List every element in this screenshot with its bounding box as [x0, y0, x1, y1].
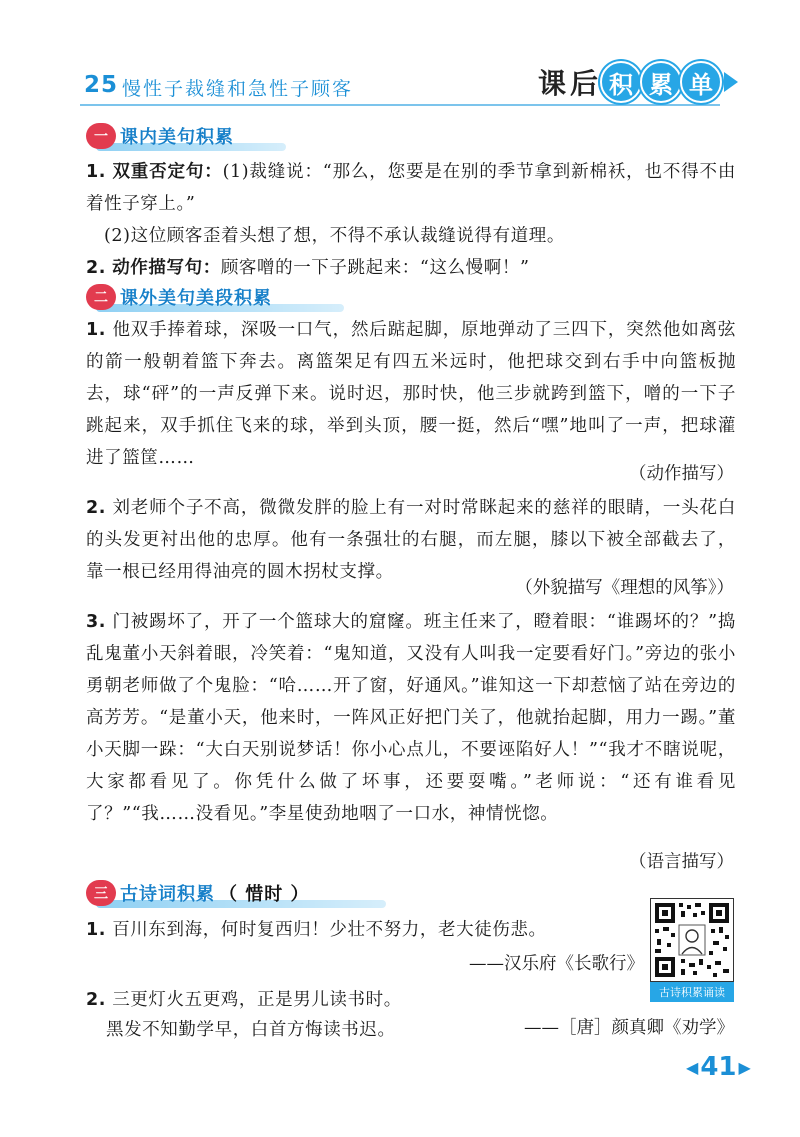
poem-item-1: [86, 914, 636, 946]
item-number: 3.: [86, 612, 107, 632]
right-arrow-icon: ▶: [738, 1057, 751, 1077]
item-number: 2.: [86, 258, 107, 278]
poem-text: 百川东到海，何时复西归！少壮不努力，老大徒伤悲。: [112, 920, 547, 940]
header-divider: [80, 104, 720, 106]
paragraph-item-1: [86, 314, 736, 474]
paragraph-source-1: （动作描写）: [629, 464, 734, 484]
banner-bubble: 累: [640, 61, 682, 103]
page-number-value: 41: [700, 1052, 737, 1082]
sentence-item-1-part-2: [86, 220, 736, 252]
paragraph-item-3: [86, 606, 736, 830]
paragraph-source-3: （语言描写）: [629, 852, 734, 872]
item-label: 双重否定句: [112, 162, 205, 182]
section-heading-1: [86, 121, 234, 151]
section-title: 课内美句积累: [120, 127, 234, 148]
banner-char: 后: [570, 67, 599, 100]
page-header: [0, 0, 800, 112]
section-heading-2: [86, 282, 272, 312]
poem-item-2: [86, 984, 636, 1016]
poem-source-2: ——［唐］颜真卿《劝学》: [524, 1018, 734, 1038]
qr-code-icon[interactable]: [650, 898, 734, 982]
section-title-note: （ 惜时 ）: [219, 884, 310, 905]
section-badge: 二: [86, 284, 116, 310]
item-text: 刘老师个子不高，微微发胖的脸上有一对时常眯起来的慈祥的眼睛，一头花白的头发更衬出他的忠厚。他有一条强壮的右腿，而左腿，膝以下被全部截去了，靠一根已经用得油亮的圆木拐杖支撑。: [86, 498, 736, 582]
item-number: 1.: [86, 320, 107, 340]
banner-after-class-list: [538, 62, 738, 102]
item-number: 2.: [86, 990, 107, 1010]
item-colon: ：: [204, 162, 223, 182]
qr-caption: 古诗积累诵读: [650, 982, 734, 1002]
section-badge: 一: [86, 123, 116, 149]
item-colon: ：: [202, 258, 221, 278]
poem-item-2-line-2: [106, 1014, 526, 1046]
lesson-title: 慢性子裁缝和急性子顾客: [122, 78, 354, 100]
lesson-number: 25: [84, 72, 119, 98]
section-title: 古诗词积累: [120, 884, 215, 905]
poem-source-1: ——汉乐府《长歌行》: [469, 954, 644, 974]
section-badge: 三: [86, 880, 116, 906]
poem-line: 三更灯火五更鸡，正是男儿读书时。: [112, 990, 402, 1010]
banner-bubble: 积: [600, 61, 642, 103]
banner-arrow-icon: [724, 72, 738, 92]
item-text: (1)裁缝说：“那么，您要是在别的季节拿到新棉袄，也不得不由着性子穿上。”: [86, 162, 737, 214]
sentence-item-2: [86, 252, 736, 284]
paragraph-source-2: （外貌描写《理想的风筝》）: [515, 578, 734, 598]
item-text: 他双手捧着球，深吸一口气，然后踮起脚，原地弹动了三四下，突然他如离弦的箭一般朝着篮下奔去。离篮架足有四五米远时，他把球交到右手中向篮板抛去，球“砰”的一声反弹下来。说时迟，那时快，他三步就跨到篮下，噌的一下子跳起来，双手抓住飞来的球，举到头顶，腰一挺，然后“嘿”地叫了一声，把球灌进了篮筐……: [86, 320, 736, 468]
section-title: 课外美句美段积累: [120, 288, 272, 309]
section-heading-3: [86, 878, 310, 908]
item-number: 1.: [86, 162, 107, 182]
left-arrow-icon: ◀: [686, 1057, 699, 1077]
banner-char: 课: [538, 67, 567, 100]
item-text: 顾客噌的一下子跳起来：“这么慢啊！”: [220, 258, 530, 278]
sentence-item-1: [86, 156, 736, 220]
poem-line: 黑发不知勤学早，白首方悔读书迟。: [106, 1020, 396, 1040]
item-text: (2)这位顾客歪着头想了想，不得不承认裁缝说得有道理。: [104, 226, 565, 246]
item-number: 1.: [86, 920, 107, 940]
item-label: 动作描写句: [112, 258, 203, 278]
page-number: [684, 1052, 753, 1082]
banner-bubble: 单: [680, 61, 722, 103]
item-text: 门被踢坏了，开了一个篮球大的窟窿。班主任来了，瞪着眼：“谁踢坏的？”捣乱鬼董小天斜着眼，冷笑着：“鬼知道，又没有人叫我一定要看好门。”旁边的张小勇朝老师做了个鬼脸：“哈……开了窗，好通风。”谁知这一下却惹恼了站在旁边的高芳芳。“是董小天，他来时，一阵风正好把门关了，他就抬起脚，用力一踢。”董小天脚一跺：“大白天别说梦话！你小心点儿，不要诬陷好人！”“我才不瞎说呢，大家都看见了。你凭什么做了坏事，还要耍嘴。”老师说：“还有谁看见了？”“我……没看见。”李星使劲地咽了一口水，神情恍惚。: [86, 612, 736, 824]
item-number: 2.: [86, 498, 107, 518]
